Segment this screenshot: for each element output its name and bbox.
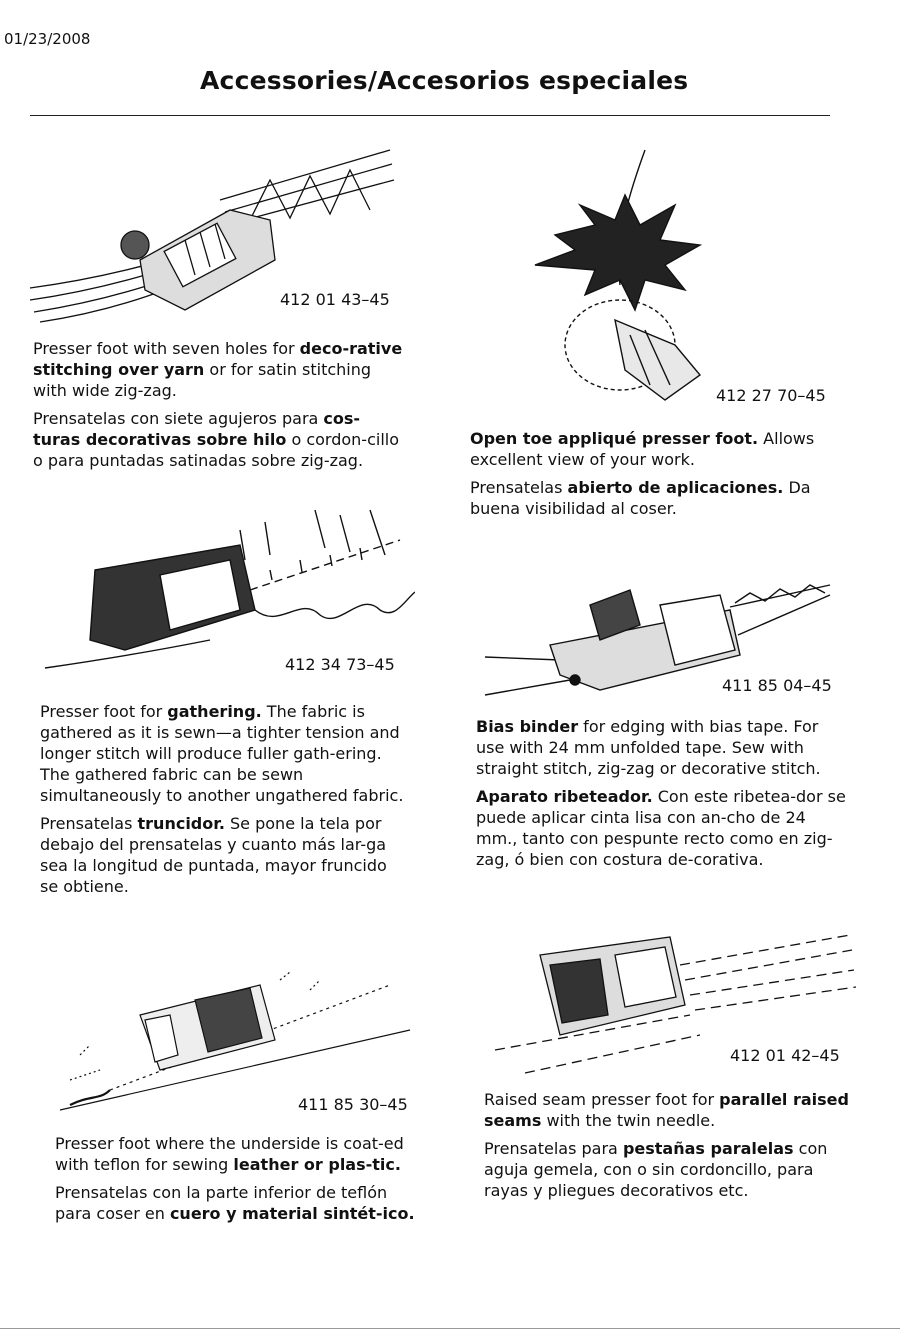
item-description	[476, 716, 846, 877]
english-text: Raised seam presser foot for parallel raised seams with the twin needle.	[484, 1090, 849, 1130]
spanish-text: Prensatelas truncidor. Se pone la tela por debajo del prensatelas y cuanto más lar-ga sea la longitud de puntada, mayor fruncido se obtiene.	[40, 814, 387, 896]
spanish-text: Aparato ribeteador. Con este ribetea-dor se puede aplicar cinta lisa con an-cho de 24 mm., tanto con pespunte recto como en zig-zag, ó bien con costura de-corativa.	[476, 787, 846, 869]
date-stamp: 01/23/2008	[4, 30, 91, 48]
part-code: 412 01 43–45	[280, 290, 390, 309]
part-code: 411 85 04–45	[722, 676, 832, 695]
bottom-rule	[0, 1328, 900, 1329]
english-text: Presser foot where the underside is coat-ed with teflon for sewing leather or plas-tic.	[55, 1134, 404, 1174]
item-description	[470, 428, 842, 526]
gathering-foot-illustration	[40, 500, 415, 680]
spanish-text: Prensatelas abierto de aplicaciones. Da buena visibilidad al coser.	[470, 478, 811, 518]
english-text: Open toe appliqué presser foot. Allows excellent view of your work.	[470, 429, 815, 469]
part-code: 412 27 70–45	[716, 386, 826, 405]
item-description	[55, 1133, 420, 1231]
spanish-text: Prensatelas para pestañas paralelas con aguja gemela, con o sin cordoncillo, para rayas y pliegues decorativos etc.	[484, 1139, 828, 1200]
page-title: Accessories/Accesorios especiales	[200, 66, 689, 95]
item-description	[484, 1089, 856, 1208]
english-text: Bias binder for edging with bias tape. For use with 24 mm unfolded tape. Sew with straight stitch, zig-zag or decorative stitch.	[476, 717, 821, 778]
open-toe-foot-illustration	[525, 145, 745, 410]
part-code: 412 01 42–45	[730, 1046, 840, 1065]
spanish-text: Prensatelas con la parte inferior de teflón para coser en cuero y material sintét-ico.	[55, 1183, 415, 1223]
item-description	[33, 338, 403, 478]
english-text: Presser foot with seven holes for deco-rative stitching over yarn or for satin stitching with wide zig-zag.	[33, 339, 403, 400]
part-code: 412 34 73–45	[285, 655, 395, 674]
part-code: 411 85 30–45	[298, 1095, 408, 1114]
title-rule	[30, 115, 830, 116]
spanish-text: Prensatelas con siete agujeros para cos-turas decorativas sobre hilo o cordon-cillo o para puntadas satinadas sobre zig-zag.	[33, 409, 399, 470]
item-description	[40, 701, 410, 904]
english-text: Presser foot for gathering. The fabric is gathered as it is sewn—a tighter tension and longer stitch will produce fuller gath-ering. The gathered fabric can be sewn simultaneously to another ungathered fabric.	[40, 702, 404, 805]
